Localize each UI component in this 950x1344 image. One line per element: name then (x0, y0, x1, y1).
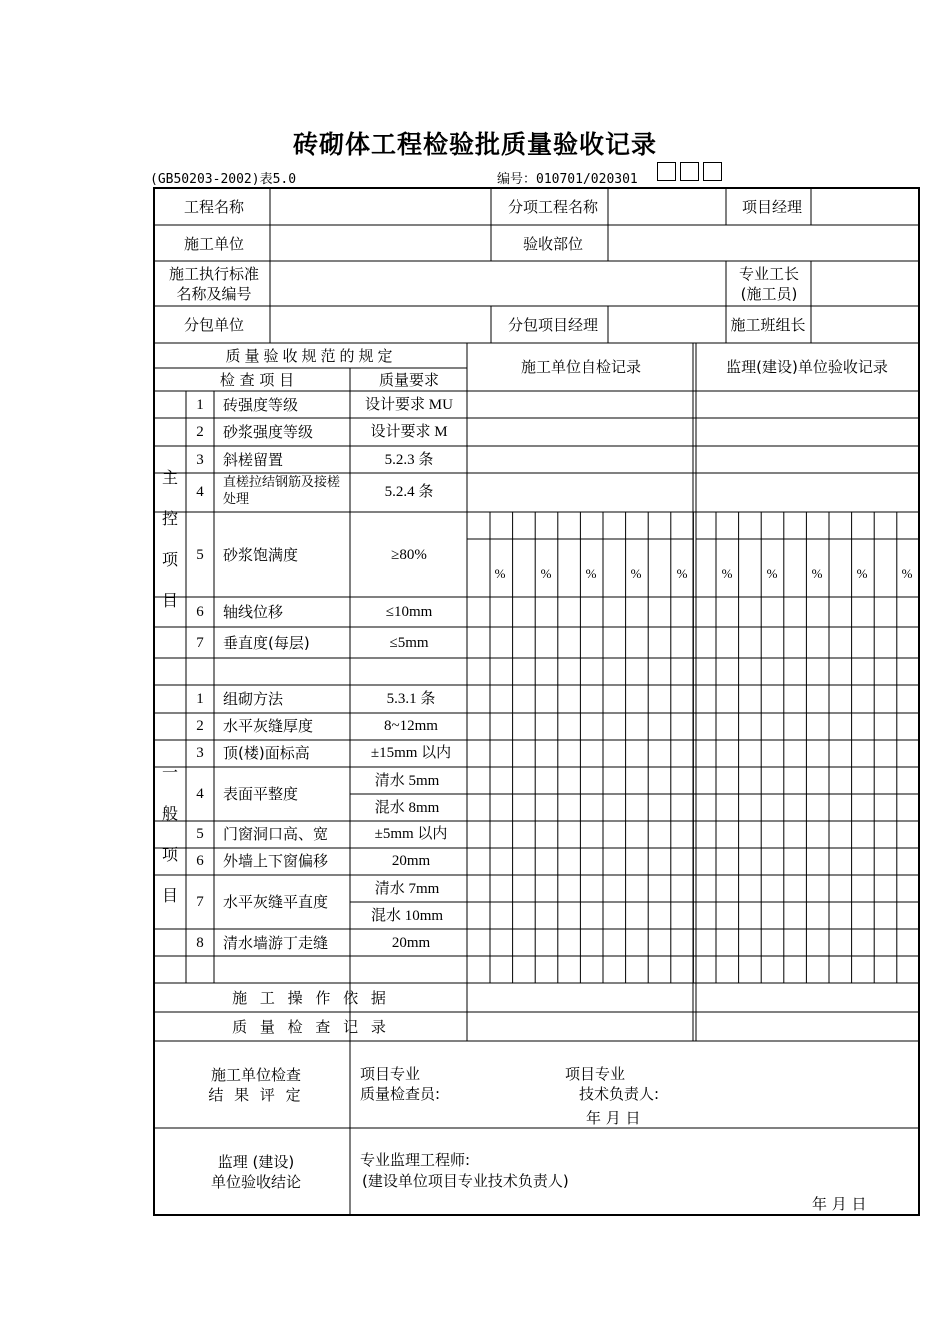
operation-basis-label: 施 工 操 作 依 据 (232, 988, 390, 1007)
item-name: 外墙上下窗偏移 (223, 851, 329, 870)
supervising-engineer: 专业监理工程师: (360, 1150, 471, 1169)
item-requirement: ±5mm 以内 (374, 825, 448, 842)
item-requirement: ≥80% (391, 546, 427, 563)
item-name: 表面平整度 (223, 784, 299, 803)
form-title: 砖砌体工程检验批质量验收记录 (292, 130, 657, 159)
percent-sign: % (856, 566, 868, 581)
item-requirement: 设计要求 M (370, 423, 448, 440)
item-requirement: 清水 7mm (374, 880, 440, 897)
quality-inspector-line1: 项目专业 (360, 1064, 421, 1083)
item-number: 5 (196, 825, 204, 842)
general-category: 一般项目 (161, 763, 178, 905)
label-foreman-line1: 专业工长 (738, 264, 800, 283)
supervision-label-line1: 监理 (建设) (217, 1152, 295, 1171)
quality-inspector (360, 1064, 440, 1105)
item-requirement: ±15mm 以内 (370, 744, 452, 761)
item-number: 1 (196, 690, 204, 707)
item-number: 5 (196, 546, 204, 563)
label-foreman-line2: (施工员) (740, 285, 798, 303)
item-name: 垂直度(每层) (223, 633, 310, 652)
percent-sign: % (766, 566, 778, 581)
item-number: 8 (196, 934, 204, 951)
form-code: 编号：010701/020301 (497, 172, 638, 187)
item-name: 组砌方法 (223, 689, 284, 708)
self-eval-label-line2: 结 果 评 定 (208, 1086, 304, 1104)
label-project-name: 工程名称 (183, 197, 245, 216)
quality-inspector-line2: 质量检查员: (360, 1085, 441, 1103)
item-requirement: 20mm (391, 934, 431, 951)
supervision-date: 年 月 日 (812, 1194, 867, 1213)
self-eval-label-line1: 施工单位检查 (210, 1065, 301, 1084)
label-sub-manager: 分包项目经理 (507, 315, 599, 334)
label-team-leader: 施工班组长 (730, 315, 806, 334)
label-subcontractor: 分包单位 (183, 315, 245, 334)
item-requirement-2: 混水 8mm (374, 799, 440, 816)
spec-header: 质量验收规范的规定 (225, 346, 397, 365)
item-number: 3 (196, 451, 204, 468)
self-eval-label (208, 1065, 303, 1106)
self-check-header: 施工单位自检记录 (520, 357, 642, 376)
supervision-label (211, 1152, 301, 1193)
item-number: 6 (196, 603, 204, 620)
item-requirement: 5.3.1 条 (386, 690, 436, 707)
label-acceptance-part: 验收部位 (522, 234, 584, 253)
percent-sign: % (585, 566, 597, 581)
label-standard (169, 264, 259, 305)
item-requirement: 8~12mm (384, 717, 438, 734)
percent-sign: % (494, 566, 506, 581)
item-name: 砂浆强度等级 (223, 422, 314, 441)
label-standard-line2: 名称及编号 (176, 285, 252, 303)
percent-sign: % (676, 566, 688, 581)
item-requirement: 设计要求 MU (365, 396, 453, 413)
item-name: 斜槎留置 (223, 450, 284, 469)
item-name: 轴线位移 (223, 602, 284, 621)
percent-sign: % (901, 566, 913, 581)
item-number: 7 (196, 634, 204, 651)
item-requirement: ≤5mm (389, 634, 429, 651)
supervision-header: 监理(建设)单位验收记录 (726, 357, 888, 376)
item-name: 门窗洞口高、宽 (223, 824, 329, 843)
item-requirement-2: 混水 10mm (370, 907, 444, 924)
self-eval-date: 年 月 日 (586, 1108, 641, 1127)
item-name: 砖强度等级 (223, 395, 299, 414)
item-requirement: ≤10mm (385, 603, 433, 620)
quality-req-header: 质量要求 (378, 370, 440, 389)
main-category: 主控项目 (161, 468, 178, 610)
item-name: 水平灰缝平直度 (223, 892, 329, 911)
percent-sign: % (630, 566, 642, 581)
tech-director-line1: 项目专业 (565, 1064, 626, 1083)
label-sub-project-name: 分项工程名称 (507, 197, 599, 216)
item-number: 1 (196, 396, 204, 413)
item-requirement: 清水 5mm (374, 772, 440, 789)
item-name: 顶(楼)面标高 (223, 743, 310, 762)
item-name: 清水墙游丁走缝 (223, 933, 329, 952)
label-project-manager: 项目经理 (741, 197, 803, 216)
item-number: 7 (196, 893, 204, 910)
item-name: 水平灰缝厚度 (223, 716, 314, 735)
item-name: 砂浆饱满度 (223, 545, 299, 564)
item-requirement: 5.2.4 条 (384, 483, 434, 500)
percent-sign: % (811, 566, 823, 581)
item-requirement: 20mm (391, 852, 431, 869)
label-standard-line1: 施工执行标准 (168, 264, 260, 283)
check-item-header: 检 查 项 目 (219, 370, 295, 389)
item-number: 4 (196, 785, 204, 802)
item-name: 直槎拉结钢筋及接槎处理 (223, 475, 341, 507)
supervising-engineer-note: (建设单位项目专业技术负责人) (362, 1171, 569, 1190)
item-number: 2 (196, 423, 204, 440)
percent-sign: % (721, 566, 733, 581)
item-number: 2 (196, 717, 204, 734)
item-requirement: 5.2.3 条 (384, 451, 434, 468)
item-number: 4 (196, 483, 204, 500)
item-number: 6 (196, 852, 204, 869)
quality-record-label: 质 量 检 查 记 录 (232, 1017, 390, 1036)
label-foreman (739, 264, 799, 305)
percent-sign: % (540, 566, 552, 581)
tech-director-line2: 技术负责人: (579, 1085, 660, 1103)
tech-director (565, 1064, 659, 1105)
supervision-label-line2: 单位验收结论 (210, 1173, 302, 1191)
item-number: 3 (196, 744, 204, 761)
label-construction-unit: 施工单位 (183, 234, 245, 253)
standard-ref: (GB50203-2002)表5.0 (150, 172, 297, 187)
